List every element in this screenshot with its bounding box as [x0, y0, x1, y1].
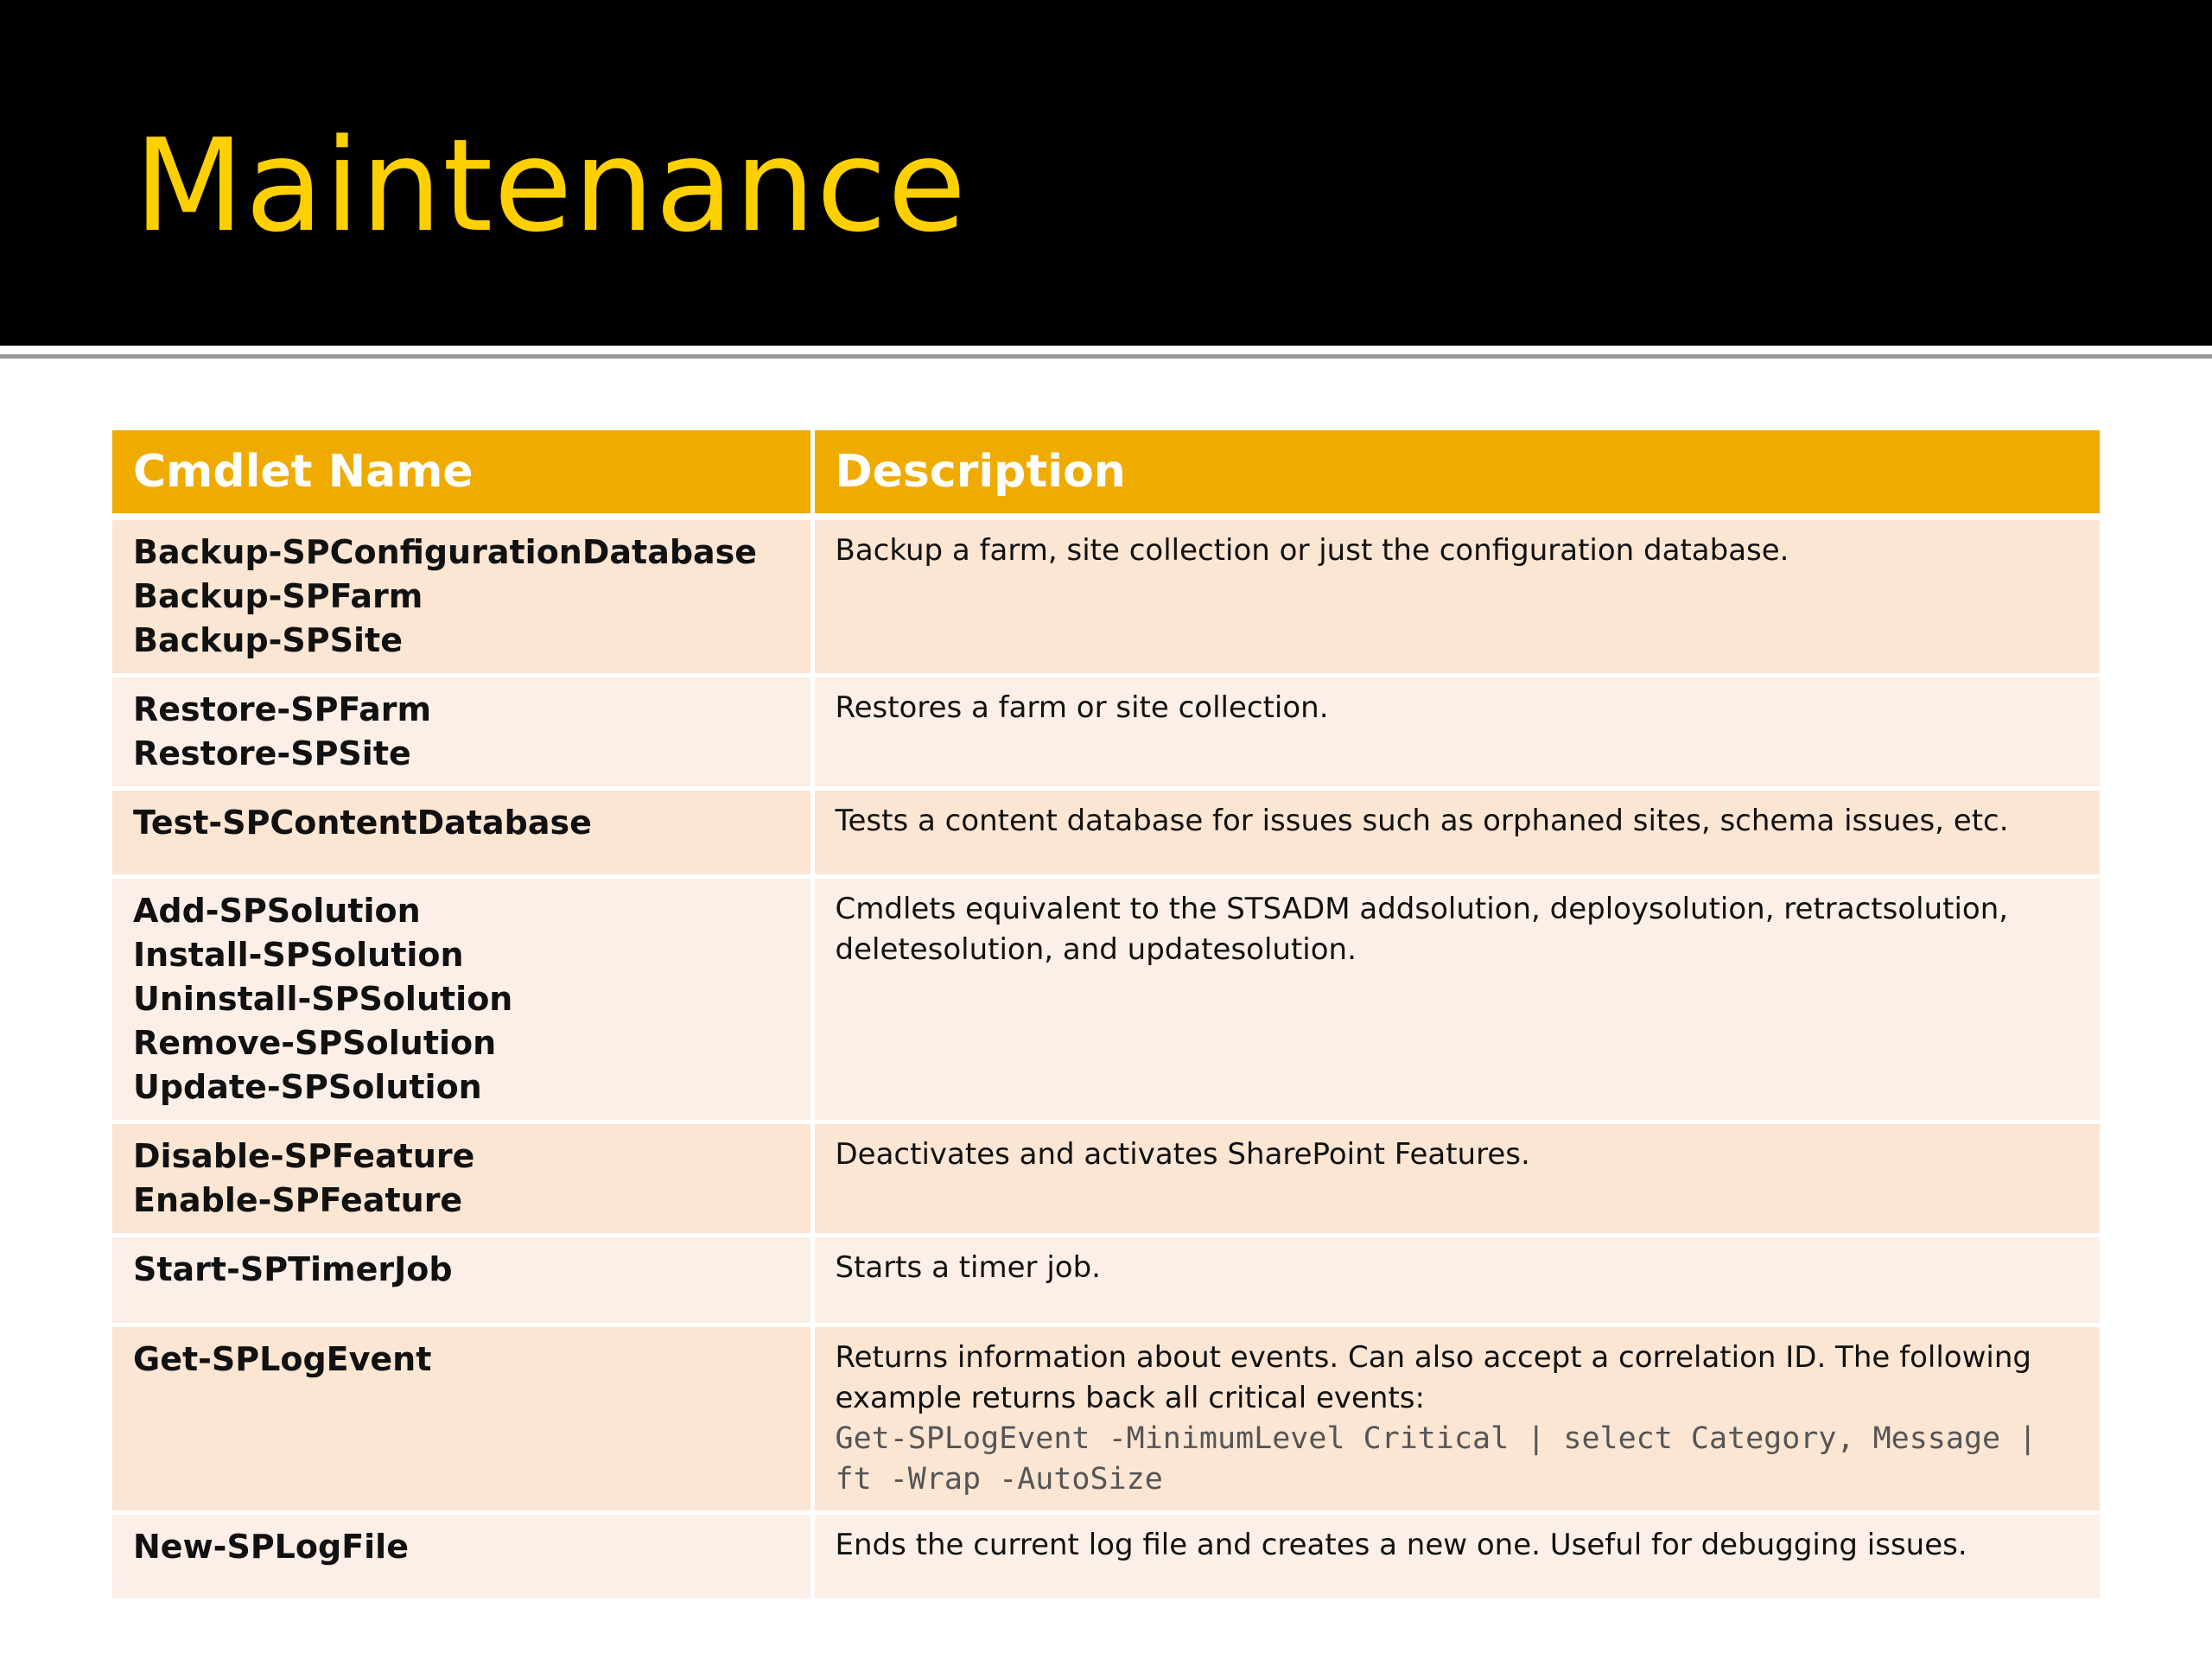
- cmdlet-table: [112, 430, 2100, 1603]
- description-cell: Restores a farm or site collection.: [812, 676, 2100, 789]
- cmdlet-name-cell: [112, 1122, 812, 1236]
- cmdlet-name-cell: [112, 517, 812, 676]
- description-cell: Tests a content database for issues such as orphaned sites, schema issues, etc.: [812, 789, 2100, 877]
- description-cell: Deactivates and activates SharePoint Features.: [812, 1122, 2100, 1236]
- cmdlet-name: Enable-SPFeature: [133, 1181, 463, 1219]
- description-cell: Ends the current log file and creates a new one. Useful for debugging issues.: [812, 1513, 2100, 1601]
- column-header-description: Description: [812, 430, 2100, 517]
- description-text: Returns information about events. Can also accept a correlation ID. The following example returns back all critical events:: [835, 1340, 2031, 1415]
- cmdlet-name-cell: [112, 1513, 812, 1601]
- cmdlet-name-cell: [112, 676, 812, 789]
- cmdlet-name: Remove-SPSolution: [133, 1024, 497, 1062]
- cmdlet-name: Restore-SPFarm: [133, 690, 432, 728]
- slide-header-band: [0, 0, 2212, 346]
- description-cell: [812, 1325, 2100, 1513]
- cmdlet-name: Restore-SPSite: [133, 734, 411, 772]
- cmdlet-name: New-SPLogFile: [133, 1528, 409, 1566]
- cmdlet-name: Start-SPTimerJob: [133, 1250, 453, 1288]
- table-row: [112, 877, 2100, 1122]
- cmdlet-name: Backup-SPConfigurationDatabase: [133, 533, 758, 571]
- description-cell: Backup a farm, site collection or just the configuration database.: [812, 517, 2100, 676]
- slide-title: Maintenance: [134, 111, 968, 260]
- header-gap: [0, 346, 2212, 353]
- table-row: [112, 1236, 2100, 1325]
- cmdlet-name-cell: [112, 1325, 812, 1513]
- cmdlet-name: Uninstall-SPSolution: [133, 980, 513, 1018]
- description-cell: Cmdlets equivalent to the STSADM addsolution, deploysolution, retractsolution, deletesolution, and updatesolution.: [812, 877, 2100, 1122]
- table-header-row: [112, 430, 2100, 517]
- cmdlet-name: Backup-SPSite: [133, 621, 403, 659]
- table-row: [112, 789, 2100, 877]
- table-row: [112, 1325, 2100, 1513]
- header-divider: [0, 354, 2212, 359]
- cmdlet-name-cell: [112, 1236, 812, 1325]
- cmdlet-name: Add-SPSolution: [133, 892, 421, 930]
- cmdlet-name: Update-SPSolution: [133, 1068, 482, 1106]
- cmdlet-name: Test-SPContentDatabase: [133, 804, 592, 842]
- cmdlet-name: Disable-SPFeature: [133, 1137, 475, 1175]
- table-row: [112, 676, 2100, 789]
- cmdlet-name: Install-SPSolution: [133, 936, 464, 974]
- table-row: [112, 517, 2100, 676]
- cmdlet-name-cell: [112, 789, 812, 877]
- table-row: [112, 1513, 2100, 1601]
- cmdlet-name-cell: [112, 877, 812, 1122]
- description-cell: Starts a timer job.: [812, 1236, 2100, 1325]
- cmdlet-name: Get-SPLogEvent: [133, 1340, 432, 1378]
- table-row: [112, 1122, 2100, 1236]
- cmdlet-name: Backup-SPFarm: [133, 577, 423, 615]
- column-header-cmdlet-name: Cmdlet Name: [112, 430, 812, 517]
- code-example: Get-SPLogEvent -MinimumLevel Critical | select Category, Message | ft -Wrap -AutoSize: [835, 1421, 2056, 1497]
